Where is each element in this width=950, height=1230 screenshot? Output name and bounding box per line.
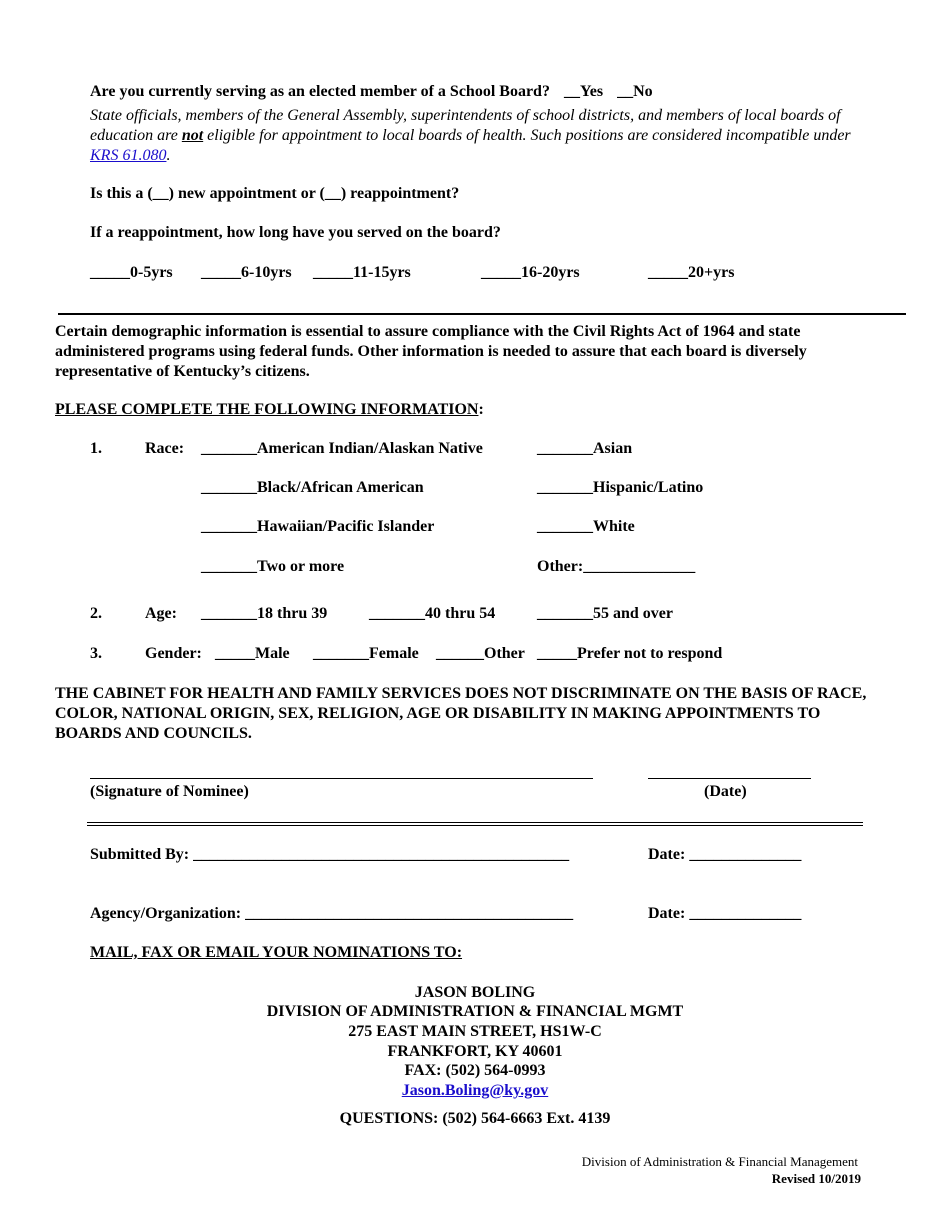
- race-hawaiian[interactable]: _______Hawaiian/Pacific Islander: [201, 518, 435, 535]
- range-6-10[interactable]: _____6-10yrs: [201, 264, 292, 281]
- submitted-by-field[interactable]: Submitted By: _______________________________________________: [90, 846, 570, 863]
- section-divider: [58, 313, 906, 315]
- yes-checkbox[interactable]: __Yes: [563, 83, 604, 100]
- double-rule-top: [87, 822, 863, 823]
- range-0-5[interactable]: _____0-5yrs: [90, 264, 173, 281]
- age-label: Age:: [145, 605, 177, 622]
- race-american-indian[interactable]: _______American Indian/Alaskan Native: [201, 440, 483, 457]
- contact-city: FRANKFORT, KY 40601: [387, 1043, 563, 1060]
- race-white[interactable]: _______White: [537, 518, 635, 535]
- footer-division: Division of Administration & Financial Management: [581, 1154, 858, 1169]
- signature-label: (Signature of Nominee): [90, 783, 249, 800]
- no-checkbox[interactable]: __No: [617, 83, 653, 100]
- gender-label: Gender:: [145, 645, 202, 662]
- range-16-20[interactable]: _____16-20yrs: [481, 264, 580, 281]
- reappointment-question: If a reappointment, how long have you served on the board?: [90, 224, 501, 241]
- signature-date-label: (Date): [704, 783, 747, 800]
- gender-female[interactable]: _______Female: [313, 645, 419, 662]
- race-other[interactable]: Other:______________: [537, 558, 696, 575]
- contact-street: 275 EAST MAIN STREET, HS1W-C: [348, 1023, 602, 1040]
- footer-revised: Revised 10/2019: [771, 1171, 861, 1186]
- race-two-or-more[interactable]: _______Two or more: [201, 558, 345, 575]
- race-number: 1.: [90, 440, 102, 457]
- race-black[interactable]: _______Black/African American: [201, 479, 424, 496]
- appointment-question[interactable]: Is this a (__) new appointment or (__) reappointment?: [90, 185, 460, 202]
- agency-date-field[interactable]: Date: ______________: [648, 905, 802, 922]
- questions-phone: QUESTIONS: (502) 564-6663 Ext. 4139: [339, 1110, 611, 1127]
- age-18-39[interactable]: _______18 thru 39: [201, 605, 328, 622]
- school-board-question: Are you currently serving as an elected member of a School Board? __Yes __No: [90, 83, 653, 100]
- race-asian[interactable]: _______Asian: [537, 440, 633, 457]
- contact-email-link[interactable]: Jason.Boling@ky.gov: [401, 1082, 549, 1099]
- gender-male[interactable]: _____Male: [215, 645, 290, 662]
- contact-division: DIVISION OF ADMINISTRATION & FINANCIAL MGMT: [266, 1003, 684, 1020]
- demographics-intro: Certain demographic information is essential to assure compliance with the Civil Rights Act of 1964 and state administered programs using federal funds. Other information is needed to assure that each board is diversely representative of Kentucky’s citizens.: [55, 323, 807, 380]
- gender-other[interactable]: ______Other: [436, 645, 525, 662]
- double-rule-bottom: [87, 825, 863, 826]
- race-hispanic[interactable]: _______Hispanic/Latino: [537, 479, 704, 496]
- demographics-heading: PLEASE COMPLETE THE FOLLOWING INFORMATION:: [55, 401, 484, 418]
- signature-line[interactable]: [90, 778, 593, 779]
- gender-number: 3.: [90, 645, 102, 662]
- range-20-plus[interactable]: _____20+yrs: [648, 264, 735, 281]
- age-40-54[interactable]: _______40 thru 54: [369, 605, 496, 622]
- gender-prefer-not[interactable]: _____Prefer not to respond: [537, 645, 723, 662]
- submitted-date-field[interactable]: Date: ______________: [648, 846, 802, 863]
- nondiscrimination-statement: THE CABINET FOR HEALTH AND FAMILY SERVICES DOES NOT DISCRIMINATE ON THE BASIS OF RACE, COLOR, NATIONAL ORIGIN, SEX, RELIGION, AGE OR DISABILITY IN MAKING APPOINTMENTS TO BOARDS AND COUNCILS.: [55, 685, 867, 742]
- signature-date-line[interactable]: [648, 778, 811, 779]
- age-number: 2.: [90, 605, 102, 622]
- contact-name: JASON BOLING: [414, 984, 536, 1001]
- agency-field[interactable]: Agency/Organization: _________________________________________: [90, 905, 574, 922]
- krs-link[interactable]: KRS 61.080: [90, 147, 167, 164]
- range-11-15[interactable]: _____11-15yrs: [313, 264, 411, 281]
- contact-fax: FAX: (502) 564-0993: [404, 1062, 546, 1079]
- mail-heading: MAIL, FAX OR EMAIL YOUR NOMINATIONS TO:: [90, 944, 463, 961]
- race-label: Race:: [145, 440, 185, 457]
- age-55-over[interactable]: _______55 and over: [537, 605, 673, 622]
- eligibility-note: State officials, members of the General Assembly, superintendents of school districts, and members of local boards of education are not eligible for appointment to local boards of health. Such positions are considered incompatible under KRS 61.080.: [90, 107, 851, 164]
